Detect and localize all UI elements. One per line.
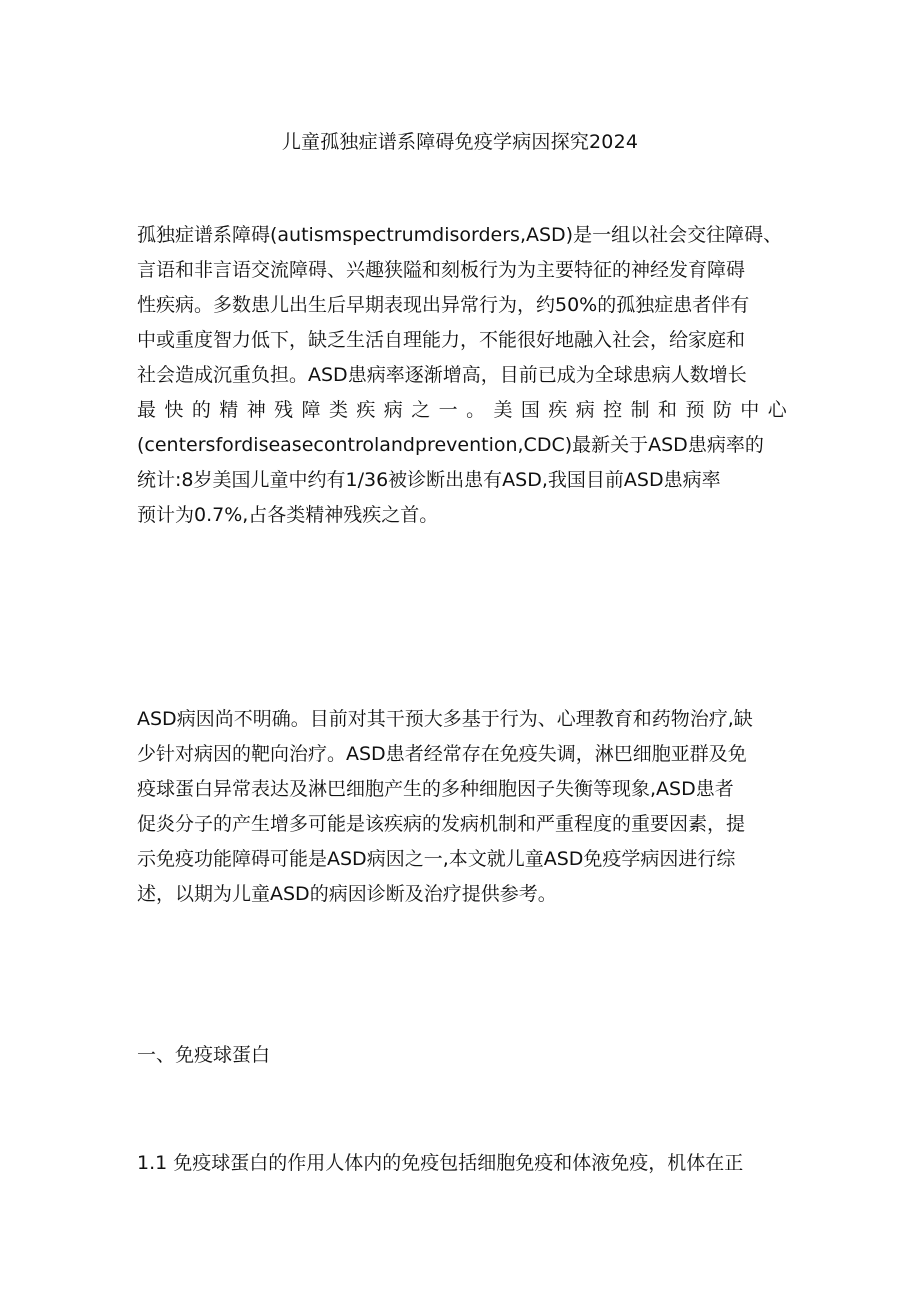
text-char: 疾 <box>356 399 376 421</box>
text-line: ASD病因尚不明确。目前对其干预大多基于行为、心理教育和药物治疗,缺 <box>137 708 753 730</box>
text-char: 精 <box>219 399 239 421</box>
text-char: 防 <box>712 399 732 421</box>
text-char: 病 <box>575 399 595 421</box>
text-char: 一 <box>438 399 458 421</box>
text-char: 类 <box>328 399 348 421</box>
text-char: 制 <box>630 399 650 421</box>
text-char: 控 <box>603 399 623 421</box>
text-char: 的 <box>191 399 211 421</box>
text-line-justified <box>137 393 787 428</box>
text-line: 孤独症谱系障碍(autismspectrumdisorders,ASD)是一组以社会交往障碍、 <box>137 224 783 246</box>
text-char: 最 <box>137 399 157 421</box>
section-heading: 一、免疫球蛋白 <box>137 1044 271 1066</box>
text-line: 述，以期为儿童ASD的病因诊断及治疗提供参考。 <box>137 883 557 905</box>
text-line: 言语和非言语交流障碍、兴趣狭隘和刻板行为为主要特征的神经发育障碍 <box>137 259 746 281</box>
text-line: 疫球蛋白异常表达及淋巴细胞产生的多种细胞因子失衡等现象,ASD患者 <box>137 778 734 800</box>
text-char: 预 <box>685 399 705 421</box>
text-line: 性疾病。多数患儿出生后早期表现出异常行为，约50%的孤独症患者伴有 <box>137 294 750 316</box>
text-line: 示免疫功能障碍可能是ASD病因之一,本文就儿童ASD免疫学病因进行综 <box>137 848 736 870</box>
text-char: 心 <box>767 399 787 421</box>
text-line: 中或重度智力低下，缺乏生活自理能力，不能很好地融入社会，给家庭和 <box>137 329 746 351</box>
text-char: 残 <box>274 399 294 421</box>
paragraph-intro <box>137 218 787 533</box>
text-line: 促炎分子的产生增多可能是该疾病的发病机制和严重程度的重要因素，提 <box>137 813 746 835</box>
text-line: 少针对病因的靶向治疗。ASD患者经常存在免疫失调，淋巴细胞亚群及免 <box>137 743 747 765</box>
text-line: 预计为0.7%,占各类精神残疾之首。 <box>137 504 439 526</box>
text-line: 1.1 免疫球蛋白的作用人体内的免疫包括细胞免疫和体液免疫，机体在正 <box>137 1152 744 1174</box>
text-char: 疾 <box>548 399 568 421</box>
paragraph-etiology <box>137 702 787 912</box>
text-char: 快 <box>164 399 184 421</box>
document-title: 儿童孤独症谱系障碍免疫学病因探究2024 <box>281 131 639 153</box>
text-char: 障 <box>301 399 321 421</box>
text-char: 。 <box>466 399 486 421</box>
text-line: 社会造成沉重负担。ASD患病率逐渐增高，目前已成为全球患病人数增长 <box>137 364 747 386</box>
text-char: 病 <box>383 399 403 421</box>
text-char: 中 <box>740 399 760 421</box>
text-line: (centersfordiseasecontrolandprevention,CDC)最新关于ASD患病率的 <box>137 434 764 456</box>
text-char: 和 <box>658 399 678 421</box>
paragraph-section-1-1 <box>137 1146 787 1181</box>
text-char: 美 <box>493 399 513 421</box>
text-char: 国 <box>520 399 540 421</box>
text-char: 神 <box>246 399 266 421</box>
text-line: 统计:8岁美国儿童中约有1/36被诊断出患有ASD,我国目前ASD患病率 <box>137 469 721 491</box>
text-char: 之 <box>411 399 431 421</box>
